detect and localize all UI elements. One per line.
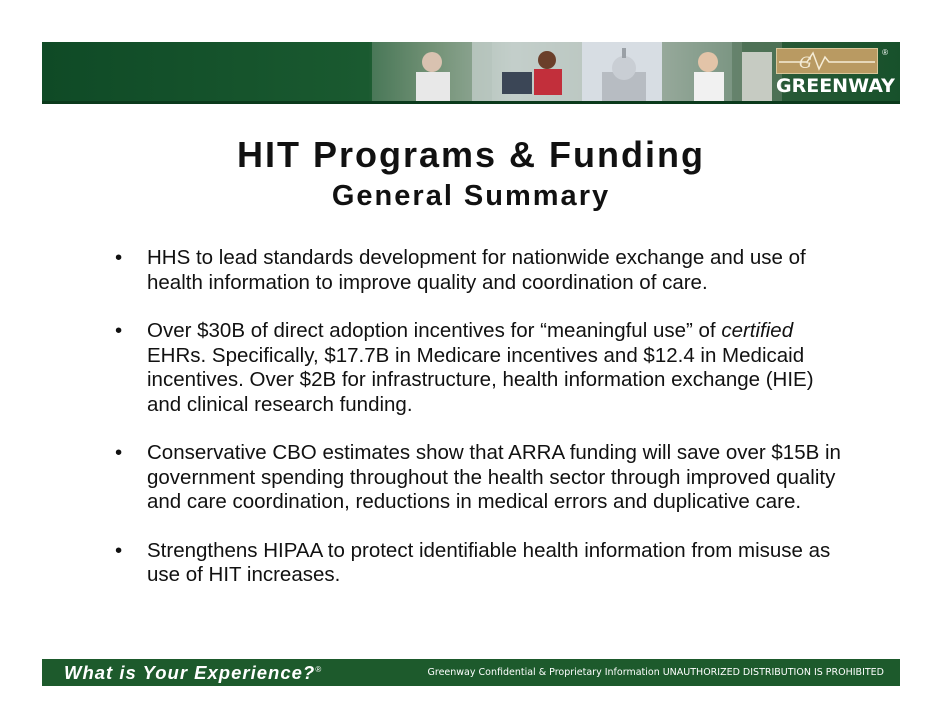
greenway-logo <box>776 48 895 98</box>
bullet-item <box>112 539 852 588</box>
bullet-text-end: EHRs. Specifically, $17.7B in Medicare incentives and $12.4 in Medicaid incentives. Over $2B for infrastructure, health information exchange (HIE) and clinical research funding. <box>147 343 814 416</box>
slide-subtitle: General Summary <box>331 180 611 212</box>
logo-mark: G <box>799 53 812 72</box>
bullet-dot: • <box>115 441 123 464</box>
header-rule <box>42 101 900 104</box>
header-banner <box>42 42 900 104</box>
bullet-dot: • <box>115 246 123 269</box>
bullet-dot: • <box>115 319 123 342</box>
nurse-photo <box>662 42 742 104</box>
logo-text: GREENWAY <box>776 75 895 97</box>
footer-tagline-text: What is Your Experience? <box>64 662 316 683</box>
bullet-emphasis: certified <box>721 319 794 342</box>
footer-tagline <box>64 662 322 684</box>
capitol-building-photo <box>582 42 662 104</box>
bullet-text-start: Over $30B of direct adoption incentives for “meaningful use” of <box>147 319 722 342</box>
bullet-list <box>112 246 852 612</box>
bullet-dot: • <box>115 538 123 562</box>
footer-confidential: Greenway Confidential & Proprietary Information UNAUTHORIZED DISTRIBUTION IS PROHIBITED <box>427 667 884 678</box>
bullet-text: Conservative CBO estimates show that ARRA funding will save over $15B in government spending throughout the health sector through improved quality and care coordination, reductions in medical errors and duplicative care. <box>147 441 841 513</box>
logo-registered-mark: ® <box>882 48 888 57</box>
logo-emblem <box>776 48 878 74</box>
heartbeat-icon <box>777 49 877 73</box>
bullet-item <box>112 319 852 417</box>
bullet-text: HHS to lead standards development for nationwide exchange and use of health information to improve quality and coordination of care. <box>147 246 806 294</box>
footer-tagline-mark: ® <box>315 664 323 674</box>
bullet-item <box>112 246 852 295</box>
footer-bar <box>42 659 900 686</box>
bullet-text <box>147 319 814 416</box>
laptop-user-photo <box>472 42 582 104</box>
slide-title: HIT Programs & Funding <box>236 134 705 175</box>
hospital-building-photo <box>732 42 782 104</box>
bullet-text: Strengthens HIPAA to protect identifiable health information from misuse as use of HIT increases. <box>147 538 831 586</box>
bullet-item <box>112 441 852 515</box>
